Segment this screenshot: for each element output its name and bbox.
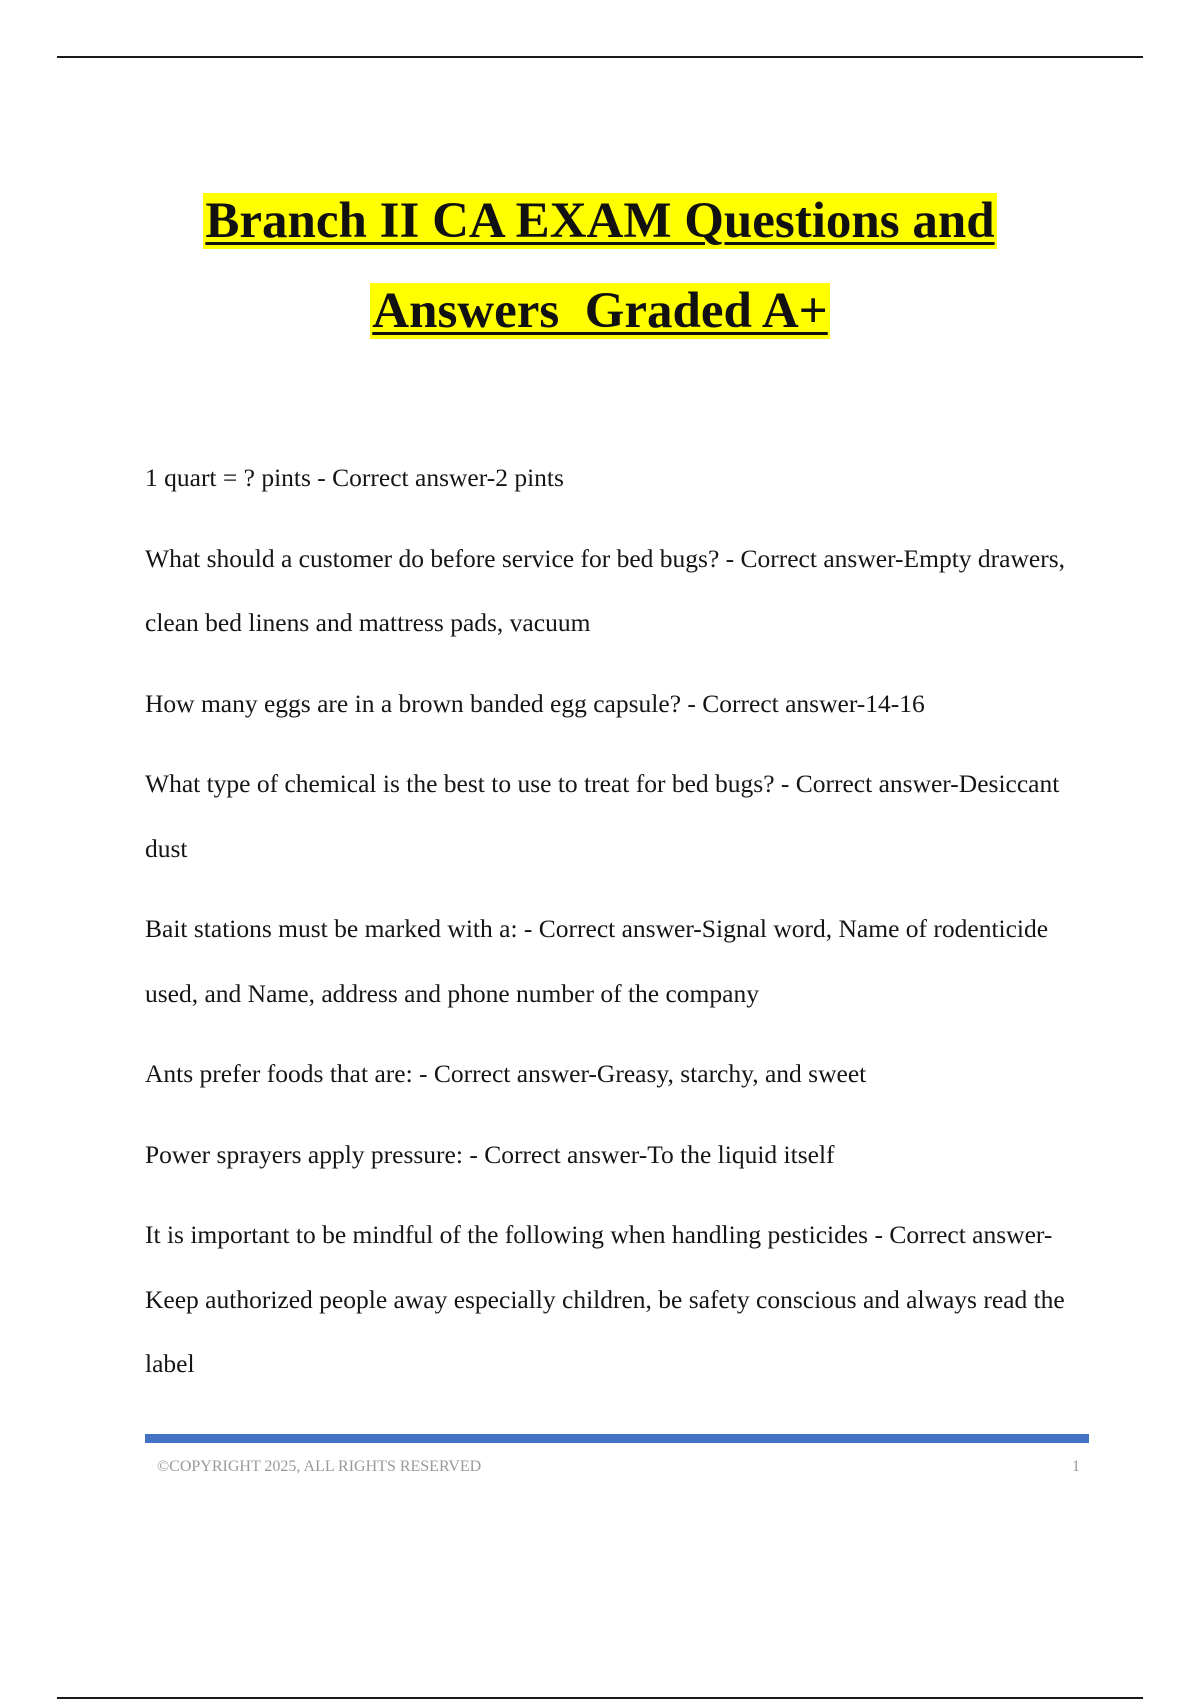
qa-item-7: Power sprayers apply pressure: - Correct answer-To the liquid itself <box>145 1139 835 1169</box>
document-title <box>0 176 1200 356</box>
title-line-1 <box>0 176 1200 266</box>
question-answer-list <box>145 446 1105 1413</box>
title-text-1: Branch II CA EXAM Questions and <box>205 193 995 249</box>
qa-item-2: What should a customer do before service for bed bugs? - Correct answer-Empty drawers, clean bed linens and mattress pads, vacuum <box>145 543 1065 637</box>
title-line-2 <box>0 266 1200 356</box>
title-text-2: Answers Graded A+ <box>372 283 828 339</box>
qa-item-3: How many eggs are in a brown banded egg capsule? - Correct answer-14-16 <box>145 688 925 718</box>
qa-item-5: Bait stations must be marked with a: - Correct answer-Signal word, Name of rodenticide used, and Name, address and phone number of the company <box>145 914 1049 1008</box>
bottom-rule <box>57 1697 1143 1699</box>
top-rule <box>57 56 1143 58</box>
qa-item-8: It is important to be mindful of the following when handling pesticides - Correct answer-Keep authorized people away especially children, be safety conscious and always read the label <box>145 1220 1065 1378</box>
qa-item-6: Ants prefer foods that are: - Correct answer-Greasy, starchy, and sweet <box>145 1059 867 1088</box>
footer-bar <box>145 1434 1089 1443</box>
qa-item-4: What type of chemical is the best to use to treat for bed bugs? - Correct answer-Desiccant dust <box>145 769 1060 863</box>
page-number: 1 <box>1072 1458 1080 1475</box>
footer-copyright: ©COPYRIGHT 2025, ALL RIGHTS RESERVED <box>157 1458 482 1475</box>
qa-item-1: 1 quart = ? pints - Correct answer-2 pints <box>145 463 564 492</box>
